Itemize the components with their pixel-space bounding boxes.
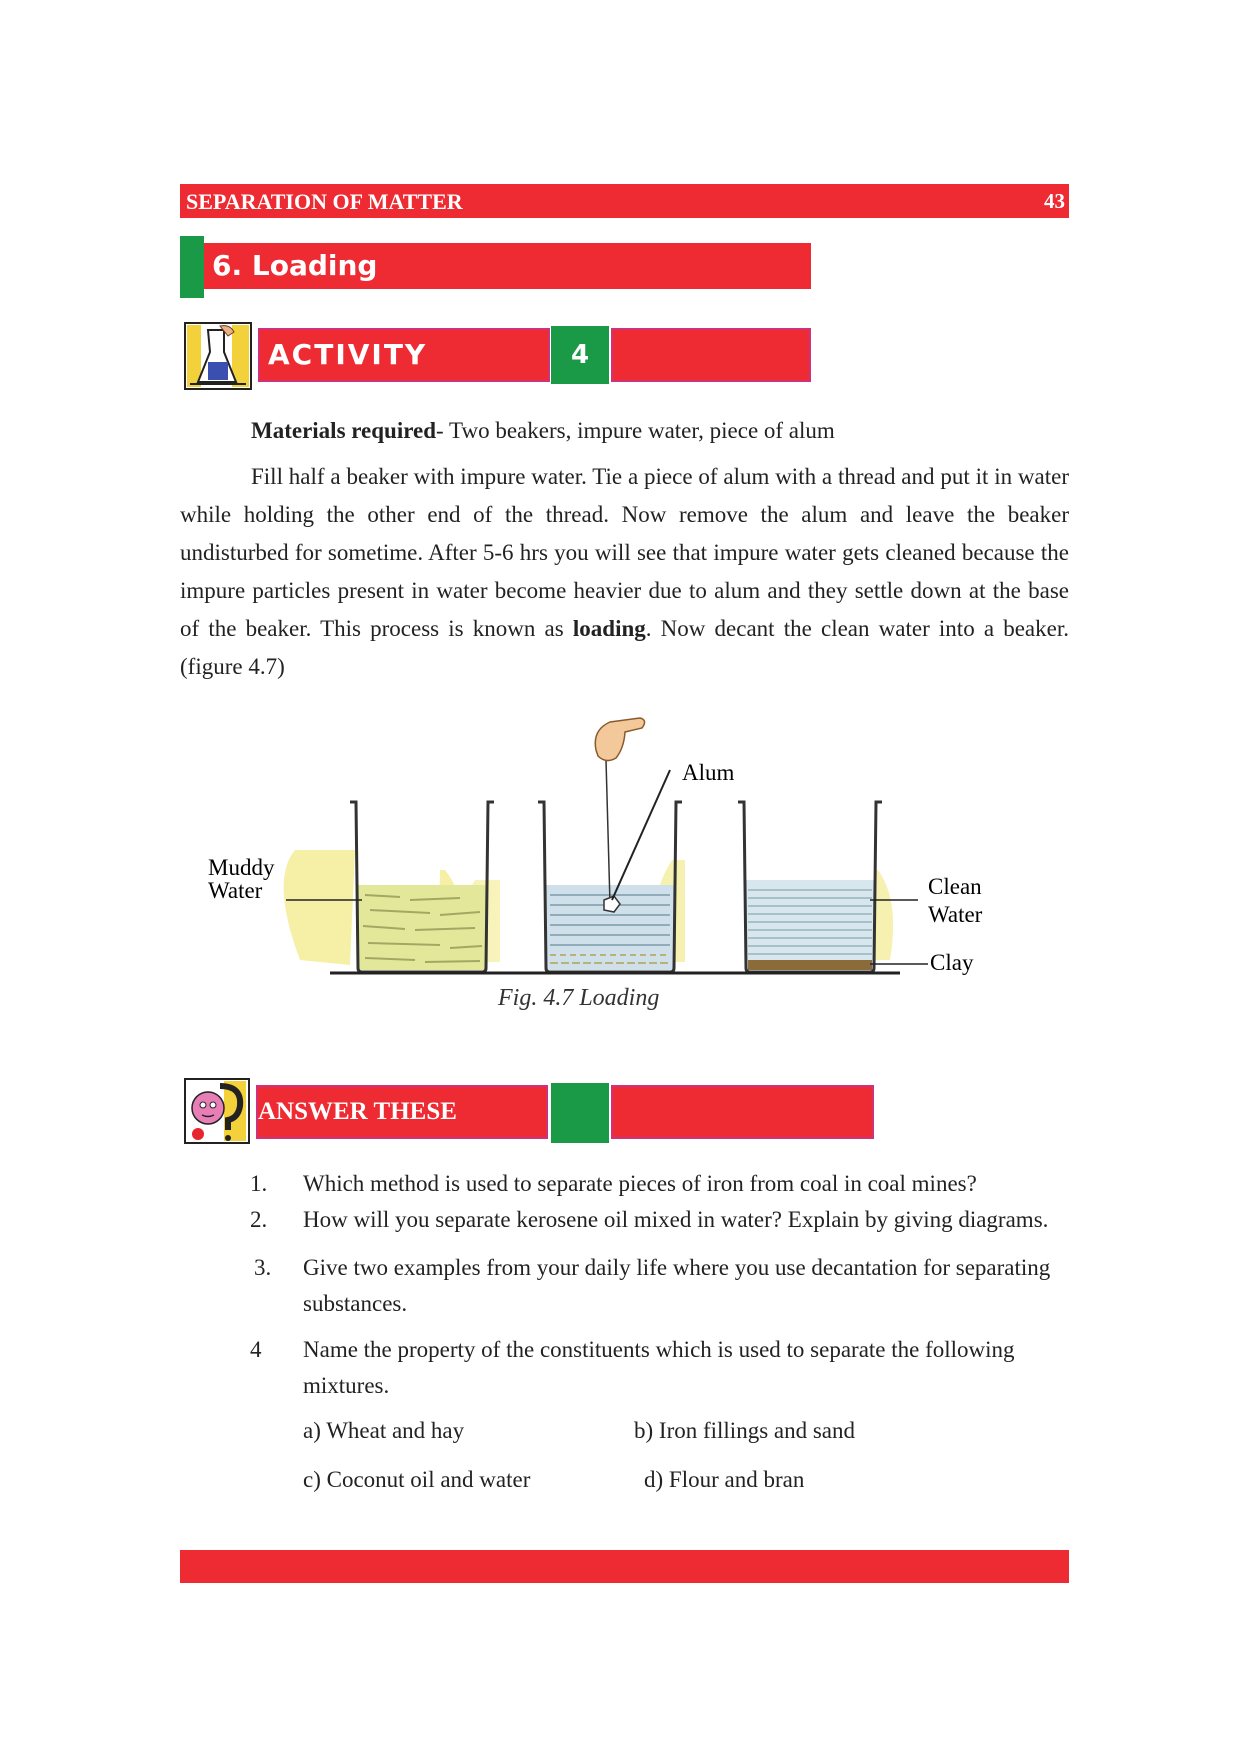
label-clean-1: Clean: [928, 874, 982, 899]
figure-caption: Fig. 4.7 Loading: [498, 985, 660, 1011]
beaker-clean: [738, 802, 882, 972]
question-number: 1.: [250, 1171, 268, 1196]
question-text: Name the property of the constituents which is used to separate the following mixtures.: [303, 1337, 1015, 1398]
question-number: 3.: [254, 1255, 272, 1280]
loading-figure: [200, 700, 1000, 1000]
answer-these-label: ANSWER THESE: [258, 1098, 457, 1125]
question-text: How will you separate kerosene oil mixed in water? Explain by giving diagrams.: [303, 1207, 1049, 1232]
materials-text: - Two beakers, impure water, piece of alum: [436, 418, 835, 443]
beaker-muddy: [350, 802, 494, 972]
section-heading: 6. Loading: [212, 249, 378, 282]
question-number: 4: [250, 1337, 262, 1362]
question-text: Give two examples from your daily life where you use decantation for separating substances.: [303, 1255, 1051, 1316]
option-b: b) Iron fillings and sand: [634, 1418, 856, 1443]
label-muddy-1: Muddy: [208, 855, 275, 880]
page-number: 43: [1044, 189, 1065, 213]
chapter-title: SEPARATION OF MATTER: [186, 189, 463, 214]
label-alum: Alum: [682, 760, 735, 785]
answer-these-bar-end: [611, 1085, 874, 1139]
footer-bar: [180, 1550, 1069, 1583]
option-a: a) Wheat and hay: [303, 1418, 465, 1443]
activity-label-bar: [258, 328, 550, 382]
running-header: [180, 184, 1069, 218]
activity-paragraph: [180, 458, 1069, 686]
label-muddy-2: Water: [208, 878, 263, 903]
thinking-face-icon: [184, 1078, 250, 1144]
answer-these-bar: [256, 1085, 548, 1139]
option-d: d) Flour and bran: [644, 1467, 805, 1492]
activity-number: 4: [551, 326, 609, 384]
label-clean-2: Water: [928, 902, 983, 927]
question-text: Which method is used to separate pieces of iron from coal in coal mines?: [303, 1171, 977, 1196]
answer-these-accent: [551, 1083, 609, 1143]
section-heading-bar: [200, 243, 811, 289]
paragraph-bold-term: loading: [572, 616, 646, 641]
materials-label: Materials required: [251, 418, 437, 443]
paragraph-text-2: . Now decant the clean water into a beaker. (figure 4.7): [180, 616, 1069, 679]
paragraph-text-1: Fill half a beaker with impure water. Tie a piece of alum with a thread and put it in water while holding the other end of the thread. Now remove the alum and leave the beaker undisturbed for sometime. After 5-6 hrs you will see that impure water gets cleaned because the impure particles present in water become heavier due to alum and they settle down at the base of the beaker. This process is known as: [180, 464, 1069, 641]
section-heading-accent: [180, 236, 204, 298]
option-c: c) Coconut oil and water: [303, 1467, 531, 1492]
beaker-alum: [538, 718, 682, 972]
activity-label: ACTIVITY: [268, 338, 428, 371]
materials-line: [251, 414, 835, 448]
label-clay: Clay: [930, 950, 974, 975]
lab-flask-icon: [184, 322, 252, 390]
question-number: 2.: [250, 1207, 268, 1232]
activity-bar-end: [611, 328, 811, 382]
